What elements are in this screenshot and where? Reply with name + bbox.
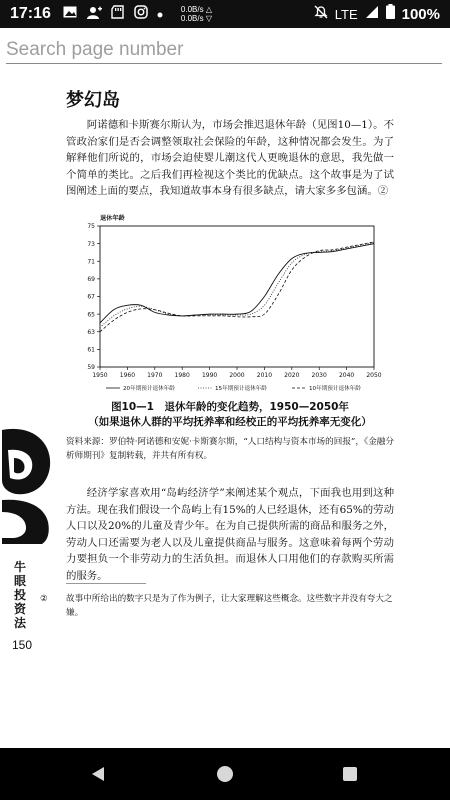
- x-tick-label: 1980: [174, 372, 190, 379]
- footnote-text: 故事中所给出的数字只是为了作为例子，让大家理解这些概念。这些数字并没有夸大之嫌。: [66, 594, 393, 618]
- network-speed: 0.0B/s △ 0.0B/s ▽: [180, 5, 212, 23]
- battery-icon: [386, 4, 395, 24]
- legend-label-3: 10年期预计退休年龄: [309, 386, 361, 392]
- series-line-1: [100, 244, 374, 323]
- y-tick-label: 69: [87, 276, 95, 284]
- figure-source: 资料来源：罗伯特·阿诺德和安妮·卡斯赛尔斯，“人口结构与资本市场的回报”，《金融分析师期刊》复制转载，并共有所有权。: [66, 437, 394, 461]
- x-tick-label: 1960: [119, 372, 136, 379]
- y-tick-label: 61: [87, 346, 95, 354]
- page-number: 150: [12, 638, 33, 652]
- footnote: [40, 592, 394, 620]
- y-tick-label: 71: [87, 258, 95, 266]
- legend-label-2: 15年期预计退休年龄: [215, 386, 267, 392]
- y-tick-label: 67: [87, 293, 95, 301]
- chapter-title: 梦幻岛: [66, 90, 120, 111]
- recents-icon: [341, 765, 359, 783]
- y-tick-label: 75: [87, 223, 95, 231]
- sd-card-icon: [111, 5, 125, 23]
- plot-frame: [100, 226, 374, 367]
- y-axis-label: 退休年龄: [100, 215, 125, 222]
- x-tick-label: 2020: [284, 372, 300, 379]
- search-bar: [0, 28, 450, 68]
- instagram-icon: [134, 5, 148, 23]
- footnote-divider: [66, 583, 146, 584]
- signal-icon: [365, 5, 379, 24]
- y-tick-label: 73: [87, 240, 95, 248]
- y-tick-label: 65: [87, 311, 95, 319]
- network-type: LTE: [334, 6, 358, 22]
- home-button[interactable]: [213, 762, 237, 786]
- figure-caption-title: 图10—1 退休年龄的变化趋势，1950—2050年: [111, 401, 349, 413]
- mute-icon: [314, 5, 328, 24]
- legend-label-1: 20年期预计退休年龄: [123, 386, 175, 392]
- navigation-bar: [0, 748, 450, 800]
- figure-caption-subtitle: （如果退休人群的平均抚养率和经校正的平均抚养率无变化）: [88, 416, 372, 428]
- book-page[interactable]: [0, 68, 450, 748]
- x-tick-label: 1970: [147, 372, 163, 379]
- dot-icon: [157, 7, 163, 22]
- series-line-3: [100, 242, 374, 332]
- series-line-2: [100, 243, 374, 328]
- search-page-input[interactable]: [6, 36, 442, 64]
- footnote-mark: ②: [40, 594, 48, 604]
- x-tick-label: 2030: [311, 372, 327, 379]
- x-tick-label: 2050: [366, 372, 382, 379]
- paragraph-1: 阿诺德和卡斯赛尔斯认为，市场会推迟退休年龄（见图10—1）。不管政治家们是否会调整领取社会保险的年龄，这种情况都会发生。为了解释他们所说的，市场会迫使婴儿潮这代人更晚退休的意思，我先做一个简单的类比。之后我们再检视这个类比的优缺点。这个故事是为了试图阐述上面的要点，我知道故事本身有很多缺点，请大家多多包涵。②: [66, 119, 394, 198]
- image-icon: [63, 6, 77, 22]
- book-side-title: 牛眼投资法: [14, 560, 27, 630]
- home-icon: [215, 764, 235, 784]
- x-tick-label: 2040: [338, 372, 355, 379]
- x-tick-label: 2010: [256, 372, 273, 379]
- back-icon: [89, 765, 107, 783]
- battery-percent: 100%: [401, 5, 440, 23]
- back-button[interactable]: [86, 762, 110, 786]
- bullseye-logo-icon: [2, 424, 52, 544]
- retirement-age-chart: [66, 210, 394, 410]
- y-tick-label: 59: [87, 364, 95, 372]
- paragraph-2: 经济学家喜欢用“岛屿经济学”来阐述某个观点，下面我也用到这种方法。现在我们假设一个岛屿上有15%的人已经退休，还有65%的劳动人口以及20%的儿童及青少年。在为自己提供所需的商品和服务之外，劳动人口还需要为老人以及儿童提供商品与服务。这意味着每两个劳动力要担负一个非劳动力的生活负担。而退休人口用他们的存款购买所需的服务。: [66, 487, 394, 582]
- status-time: 17:16: [10, 5, 51, 22]
- recents-button[interactable]: [338, 762, 362, 786]
- y-tick-label: 63: [87, 328, 95, 336]
- x-tick-label: 1950: [92, 372, 108, 379]
- x-tick-label: 2000: [229, 372, 245, 379]
- person-add-icon: [86, 6, 102, 23]
- status-bar: [0, 0, 450, 28]
- x-tick-label: 1990: [201, 372, 218, 379]
